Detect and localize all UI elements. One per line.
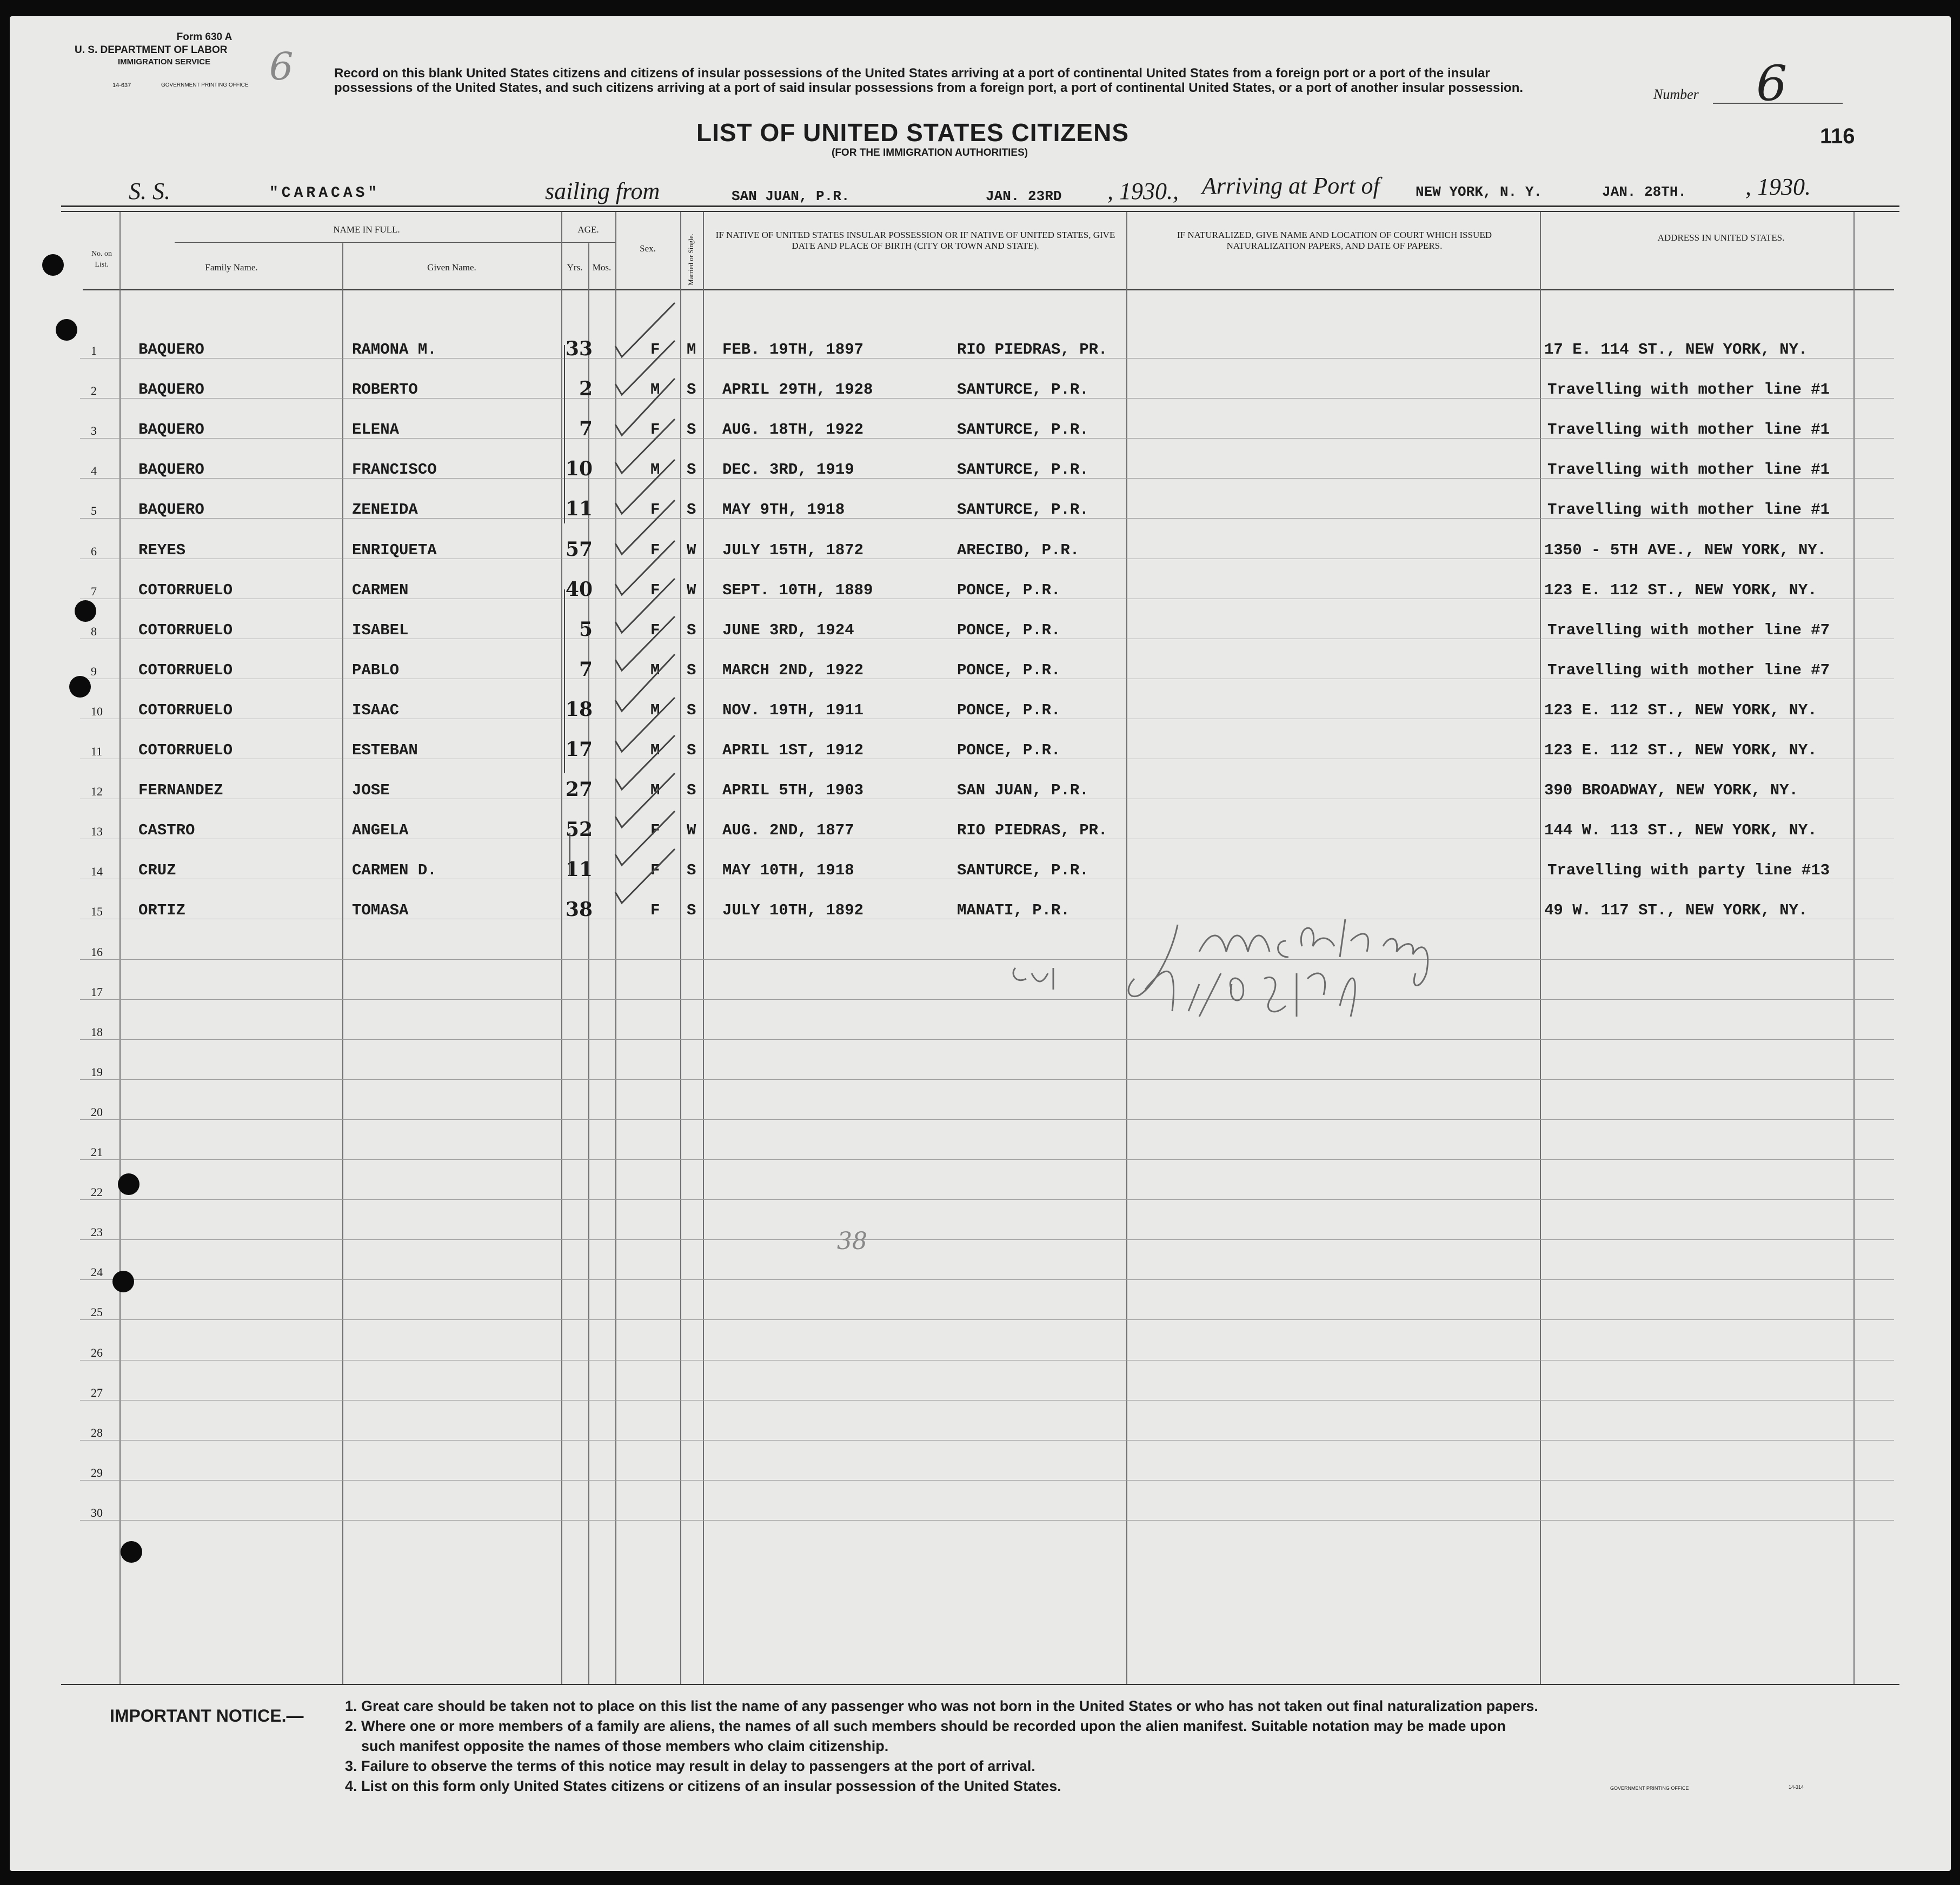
ss-label: S. S. [129, 178, 170, 204]
notice-printer: GOVERNMENT PRINTING OFFICE [1610, 1786, 1689, 1791]
line-number: 6 [91, 544, 97, 558]
arrival-date: JAN. 28TH. [1602, 184, 1687, 200]
sailing-label: sailing from [545, 178, 660, 204]
birth-date-cell: APRIL 29TH, 1928 [722, 381, 873, 399]
header-family-name: Family Name. [205, 262, 258, 273]
line-number: 3 [91, 424, 97, 438]
from-port: SAN JUAN, P.R. [732, 188, 850, 204]
address-cell: Travelling with mother line #7 [1547, 661, 1830, 679]
line-number: 8 [91, 624, 97, 638]
address-cell: Travelling with mother line #1 [1547, 381, 1830, 399]
line-number: 17 [91, 985, 103, 999]
birth-date-cell: AUG. 2ND, 1877 [722, 821, 854, 840]
table-row [10, 1280, 1951, 1320]
table-row [10, 1200, 1951, 1240]
birth-place-cell: PONCE, P.R. [957, 621, 1061, 639]
age-cell: 33 [565, 337, 593, 360]
header-name-in-full: NAME IN FULL. [333, 224, 400, 235]
birth-place-cell: SANTURCE, P.R. [957, 381, 1089, 399]
header-no-on-list: No. on List. [91, 250, 112, 269]
address-cell: Travelling with mother line #1 [1547, 461, 1830, 479]
age-cell: 5 [579, 618, 593, 641]
family-name-cell: BAQUERO [138, 461, 204, 479]
sail-year: , 1930., [1107, 178, 1179, 204]
notice-code: 14-314 [1789, 1784, 1804, 1790]
header-sex: Sex. [640, 243, 656, 254]
given-name-cell: ENRIQUETA [352, 541, 437, 559]
birth-date-cell: FEB. 19TH, 1897 [722, 341, 864, 359]
given-name-cell: CARMEN [352, 581, 409, 599]
address-cell: 144 W. 113 ST., NEW YORK, NY. [1544, 821, 1817, 840]
table-row [10, 640, 1951, 679]
birth-place-cell: MANATI, P.R. [957, 901, 1070, 920]
line-number: 13 [91, 825, 103, 839]
pencil-mark-6: 6 [269, 44, 294, 89]
sex-cell: M [650, 701, 660, 719]
service: IMMIGRATION SERVICE [118, 57, 211, 67]
printer-label: GOVERNMENT PRINTING OFFICE [161, 82, 249, 88]
given-name-cell: RAMONA M. [352, 341, 437, 359]
marital-status-cell: S [687, 901, 696, 920]
birth-place-cell: PONCE, P.R. [957, 581, 1061, 599]
age-cell: 11 [565, 497, 593, 521]
table-row [10, 399, 1951, 439]
manifest-sheet [10, 16, 1951, 1871]
sex-cell: F [650, 901, 660, 920]
birth-date-cell: APRIL 1ST, 1912 [722, 741, 864, 759]
birth-place-cell: ARECIBO, P.R. [957, 541, 1080, 559]
table-row [10, 1240, 1951, 1280]
table-row [10, 600, 1951, 639]
family-name-cell: COTORRUELO [138, 701, 233, 719]
birth-place-cell: RIO PIEDRAS, PR. [957, 821, 1108, 840]
birth-date-cell: NOV. 19TH, 1911 [722, 701, 864, 719]
marital-status-cell: S [687, 381, 696, 399]
table-row [10, 920, 1951, 960]
given-name-cell: CARMEN D. [352, 861, 437, 880]
line-number: 7 [91, 584, 97, 598]
printer-code: 14-637 [112, 82, 131, 89]
birth-date-cell: JUNE 3RD, 1924 [722, 621, 854, 639]
line-number: 30 [91, 1505, 103, 1519]
sail-date: JAN. 23RD [986, 188, 1062, 204]
given-name-cell: TOMASA [352, 901, 409, 920]
sex-cell: F [650, 541, 660, 559]
line-number: 16 [91, 945, 103, 959]
age-cell: 27 [565, 778, 593, 801]
header-address: ADDRESS IN UNITED STATES. [1657, 233, 1785, 243]
birth-place-cell: SANTURCE, P.R. [957, 461, 1089, 479]
family-name-cell: REYES [138, 541, 186, 559]
marital-status-cell: W [687, 821, 696, 840]
given-name-cell: FRANCISCO [352, 461, 437, 479]
birth-place-cell: PONCE, P.R. [957, 741, 1061, 759]
birth-place-cell: SANTURCE, P.R. [957, 421, 1089, 439]
address-cell: 123 E. 112 ST., NEW YORK, NY. [1544, 741, 1817, 759]
age-cell: 10 [565, 457, 593, 481]
given-name-cell: ESTEBAN [352, 741, 418, 759]
line-number: 24 [91, 1265, 103, 1279]
birth-date-cell: DEC. 3RD, 1919 [722, 461, 854, 479]
family-name-cell: ORTIZ [138, 901, 186, 920]
sex-cell: F [650, 621, 660, 639]
given-name-cell: ISAAC [352, 701, 400, 719]
table-row [10, 880, 1951, 919]
number-value: 6 [1756, 55, 1788, 112]
line-number: 23 [91, 1225, 103, 1239]
line-number: 18 [91, 1025, 103, 1039]
age-cell: 7 [579, 417, 593, 441]
marital-status-cell: S [687, 661, 696, 679]
given-name-cell: ISABEL [352, 621, 409, 639]
family-name-cell: FERNANDEZ [138, 781, 223, 800]
page-number: 116 [1820, 124, 1855, 148]
sex-cell: F [650, 581, 660, 599]
family-name-cell: COTORRUELO [138, 621, 233, 639]
sex-cell: F [650, 501, 660, 519]
line-number: 12 [91, 785, 103, 799]
arriving-label: Arriving at Port of [1202, 172, 1380, 199]
birth-place-cell: PONCE, P.R. [957, 661, 1061, 679]
marital-status-cell: S [687, 861, 696, 880]
age-cell: 17 [565, 738, 593, 761]
family-name-cell: CASTRO [138, 821, 195, 840]
age-cell: 38 [565, 898, 593, 921]
notice-label: IMPORTANT NOTICE.— [110, 1706, 304, 1725]
age-cell: 18 [565, 698, 593, 721]
sex-cell: M [650, 461, 660, 479]
ship-name: "CARACAS" [269, 185, 381, 202]
table-row [10, 319, 1951, 359]
address-cell: 1350 - 5TH AVE., NEW YORK, NY. [1544, 541, 1827, 559]
address-cell: 123 E. 112 ST., NEW YORK, NY. [1544, 701, 1817, 719]
line-number: 4 [91, 464, 97, 478]
line-number: 1 [91, 344, 97, 357]
age-cell: 11 [565, 858, 593, 881]
table-row [10, 359, 1951, 399]
line-number: 25 [91, 1305, 103, 1319]
header-given-name: Given Name. [427, 262, 476, 273]
marital-status-cell: S [687, 701, 696, 719]
marital-status-cell: W [687, 541, 696, 559]
given-name-cell: ANGELA [352, 821, 409, 840]
birth-date-cell: MAY 9TH, 1918 [722, 501, 845, 519]
sex-cell: M [650, 381, 660, 399]
table-row [10, 560, 1951, 599]
table-row [10, 760, 1951, 799]
address-cell: 390 BROADWAY, NEW YORK, NY. [1544, 781, 1798, 800]
department: U. S. DEPARTMENT OF LABOR [75, 44, 228, 56]
line-number: 2 [91, 384, 97, 398]
birth-place-cell: PONCE, P.R. [957, 701, 1061, 719]
notice-item-2-continued: such manifest opposite the names of those members who claim citizenship. [361, 1738, 889, 1754]
pencil-38: 38 [837, 1227, 867, 1255]
notice-item-1: 1. Great care should be taken not to place on this list the name of any passenger who was not born in the United States or who has not taken out final naturalization papers. [345, 1698, 1538, 1714]
notice-item-4: 4. List on this form only United States citizens or citizens of an insular possession of the United States. [345, 1778, 1061, 1794]
arrival-year: , 1930. [1745, 174, 1811, 200]
check-marks [610, 297, 691, 946]
line-number: 21 [91, 1145, 103, 1159]
line-number: 11 [91, 745, 103, 758]
address-cell: Travelling with mother line #1 [1547, 421, 1830, 439]
header-birth: IF NATIVE OF UNITED STATES INSULAR POSSESSION OR IF NATIVE OF UNITED STATES, GIVE DATE AND PLACE OF BIRTH (CITY OR TOWN AND STATE). [715, 230, 1115, 251]
family-name-cell: BAQUERO [138, 501, 204, 519]
birth-date-cell: APRIL 5TH, 1903 [722, 781, 864, 800]
sex-cell: M [650, 661, 660, 679]
line-number: 27 [91, 1385, 103, 1399]
line-number: 9 [91, 664, 97, 678]
line-number: 26 [91, 1345, 103, 1359]
line-number: 14 [91, 865, 103, 879]
line-number: 10 [91, 704, 103, 718]
form-number: Form 630 A [176, 31, 232, 43]
line-number: 15 [91, 905, 103, 919]
age-cell: 52 [565, 818, 593, 841]
family-name-cell: BAQUERO [138, 341, 204, 359]
marital-status-cell: W [687, 581, 696, 599]
signature-text [1010, 908, 1151, 936]
table-row [10, 520, 1951, 559]
birth-date-cell: MAY 10TH, 1918 [722, 861, 854, 880]
age-cell: 57 [565, 537, 593, 561]
address-cell: Travelling with party line #13 [1547, 861, 1830, 880]
address-cell: Travelling with mother line #1 [1547, 501, 1830, 519]
given-name-cell: JOSE [352, 781, 390, 800]
table-row [10, 1080, 1951, 1120]
birth-place-cell: SANTURCE, P.R. [957, 861, 1089, 880]
header-naturalized: IF NATURALIZED, GIVE NAME AND LOCATION OF COURT WHICH ISSUED NATURALIZATION PAPERS, AND DATE OF PAPERS. [1177, 230, 1492, 251]
birth-date-cell: JULY 15TH, 1872 [722, 541, 864, 559]
sex-cell: M [650, 781, 660, 800]
date-note [978, 968, 1137, 995]
sex-cell: F [650, 821, 660, 840]
notice-item-2: 2. Where one or more members of a family are aliens, the names of all such members should be recorded upon the alien manifest. Suitable notation may be made upon [345, 1718, 1506, 1734]
line-number: 29 [91, 1465, 103, 1479]
sex-cell: F [650, 421, 660, 439]
table-row [10, 1120, 1951, 1160]
header-mos: Mos. [592, 262, 612, 273]
given-name-cell: ROBERTO [352, 381, 418, 399]
table-row [10, 1481, 1951, 1521]
arrival-port: NEW YORK, N. Y. [1416, 184, 1543, 200]
line-number: 22 [91, 1185, 103, 1199]
sex-cell: M [650, 741, 660, 759]
line-number: 19 [91, 1065, 103, 1079]
birth-place-cell: RIO PIEDRAS, PR. [957, 341, 1108, 359]
address-cell: 123 E. 112 ST., NEW YORK, NY. [1544, 581, 1817, 599]
given-name-cell: ELENA [352, 421, 400, 439]
address-cell: 17 E. 114 ST., NEW YORK, NY. [1544, 341, 1808, 359]
birth-date-cell: MARCH 2ND, 1922 [722, 661, 864, 679]
table-row [10, 1361, 1951, 1401]
age-cell: 2 [579, 377, 593, 401]
family-name-cell: BAQUERO [138, 421, 204, 439]
address-cell: 49 W. 117 ST., NEW YORK, NY. [1544, 901, 1808, 920]
line-number: 5 [91, 504, 97, 518]
family-name-cell: COTORRUELO [138, 581, 233, 599]
table-row [10, 1000, 1951, 1040]
header-age: AGE. [577, 224, 599, 235]
marital-status-cell: S [687, 421, 696, 439]
age-cell: 7 [579, 658, 593, 681]
marital-status-cell: S [687, 781, 696, 800]
given-name-cell: PABLO [352, 661, 400, 679]
page-subtitle: (FOR THE IMMIGRATION AUTHORITIES) [832, 147, 1028, 158]
sex-cell: F [650, 341, 660, 359]
table-row [10, 439, 1951, 479]
given-name-cell: ZENEIDA [352, 501, 418, 519]
table-row [10, 1441, 1951, 1481]
header-married-single: Married or Single. [687, 234, 695, 286]
marital-status-cell: S [687, 461, 696, 479]
intro-text: Record on this blank United States citizens and citizens of insular possessions of the United States arriving at a port of continental United States from a foreign port or a port of the insular possessions of the United States, and such citizens arriving at a port of said insular possessions from a foreign port, a port of continental United States, or a port of another insular possession. [334, 66, 1524, 95]
age-cell: 40 [565, 578, 593, 601]
birth-place-cell: SAN JUAN, P.R. [957, 781, 1089, 800]
marital-status-cell: M [687, 341, 696, 359]
marital-status-cell: S [687, 741, 696, 759]
birth-date-cell: SEPT. 10TH, 1889 [722, 581, 873, 599]
notice-item-3: 3. Failure to observe the terms of this notice may result in delay to passengers at the port of arrival. [345, 1758, 1035, 1774]
family-name-cell: BAQUERO [138, 381, 204, 399]
table-row [10, 1321, 1951, 1360]
header-yrs: Yrs. [567, 262, 583, 273]
table-row [10, 1160, 1951, 1200]
table-row [10, 479, 1951, 519]
birth-date-cell: AUG. 18TH, 1922 [722, 421, 864, 439]
table-row [10, 800, 1951, 839]
family-name-cell: COTORRUELO [138, 741, 233, 759]
birth-place-cell: SANTURCE, P.R. [957, 501, 1089, 519]
table-row [10, 720, 1951, 759]
sex-cell: F [650, 861, 660, 880]
family-name-cell: CRUZ [138, 861, 176, 880]
marital-status-cell: S [687, 621, 696, 639]
table-row [10, 1401, 1951, 1441]
marital-status-cell: S [687, 501, 696, 519]
line-number: 28 [91, 1425, 103, 1439]
number-label: Number [1653, 87, 1699, 102]
line-number: 20 [91, 1105, 103, 1119]
page-title: LIST OF UNITED STATES CITIZENS [696, 118, 1130, 147]
birth-date-cell: JULY 10TH, 1892 [722, 901, 864, 920]
table-row [10, 840, 1951, 879]
address-cell: Travelling with mother line #7 [1547, 621, 1830, 639]
table-row [10, 680, 1951, 719]
table-row [10, 1040, 1951, 1080]
family-name-cell: COTORRUELO [138, 661, 233, 679]
